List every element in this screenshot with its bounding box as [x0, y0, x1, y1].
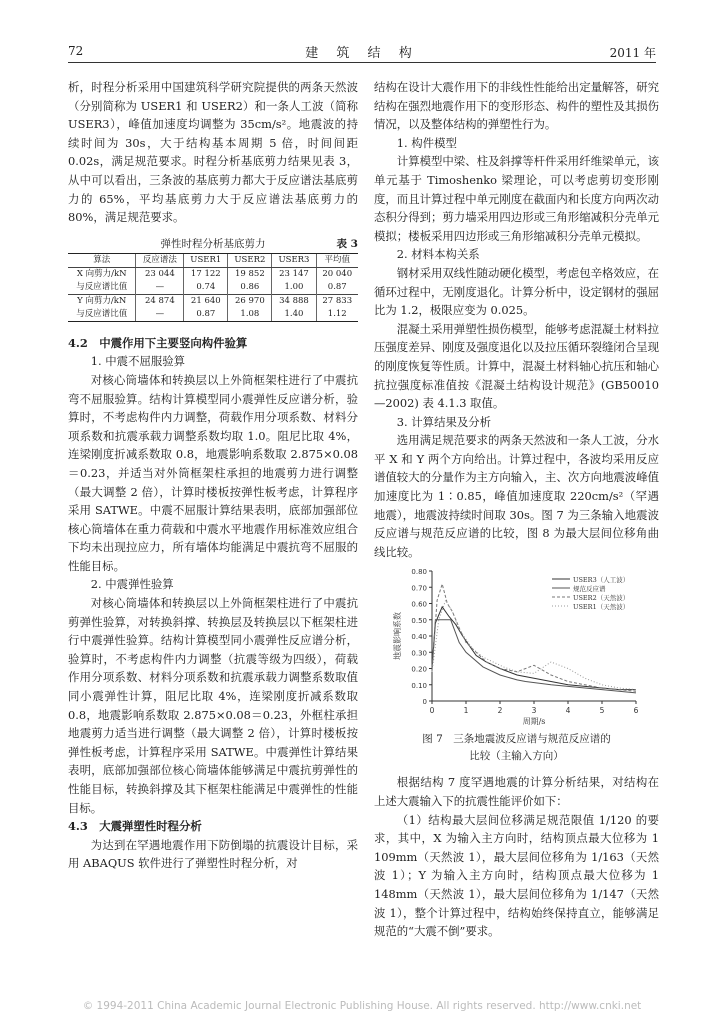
subsection-heading: 1. 中震不屈服验算 — [90, 354, 186, 369]
y-tick-label: 0.40 — [411, 633, 427, 642]
table-cell: 23 147 — [272, 267, 316, 281]
table-cell: 24 874 — [136, 294, 184, 308]
paragraph: 对核心筒墙体和转换层以上外筒框架柱进行了中震抗弯不屈服验算。结构计算模型同小震弹性反应谱分析，验算时，不考虑构件内力调整，荷载作用分项系数、材料分项系数和抗震承载力调整系数均取 1.0。阻尼比取 4%，连梁刚度折减系数取 0.8，地震影响系数取 2.875×0.08＝0.23，并适当对外筒框架柱承担的地震剪力进行调整（最大调整 2 倍），计算时楼板按弹性板考虑，计算程序采用 SATWE。中震不屈服计算结果表明，底部加强部位核心筒墙体在重力荷载和中震水平地震作用标准效应组合下均未出现拉应力，所有墙体均能满足中震抗弯不屈服的性能目标。 — [68, 372, 358, 573]
x-tick-label: 4 — [565, 706, 571, 716]
table-row — [68, 294, 358, 308]
table-header-cell: USER3 — [272, 253, 316, 267]
x-tick-label: 6 — [633, 706, 639, 716]
table-cell: 17 122 — [184, 267, 228, 281]
table-cell: 23 044 — [136, 267, 184, 281]
table-number: 表 3 — [336, 237, 358, 250]
section-heading: 4.3 大震弹塑性时程分析 — [68, 819, 202, 834]
table-cell: 27 833 — [316, 294, 358, 308]
paragraph: 钢材采用双线性随动硬化模型，考虑包辛格效应，在循环过程中，无刚度退化。计算分析中，设定钢材的强屈比为 1.2，极限应变为 0.025。 — [374, 265, 659, 318]
table-row — [68, 308, 358, 322]
paragraph: 计算模型中梁、柱及斜撑等杆件采用纤维梁单元，该单元基于 Timoshenko 梁理论，可以考虑剪切变形刚度，而且计算过程中单元刚度在截面内和长度方向两次动态积分得到；剪力墙采用四边形或三角形缩减积分壳单元模拟；楼板采用四边形或三角形缩减积分壳单元模拟。 — [374, 154, 659, 243]
base-shear-table — [68, 253, 358, 322]
figure-caption — [374, 731, 659, 765]
table-cell: 0.86 — [228, 281, 272, 295]
journal-title: 建 筑 结 构 — [305, 46, 419, 61]
paragraph: 选用满足规范要求的两条天然波和一条人工波，分水平 X 和 Y 两个方向给出。计算过程中，各波均采用反应谱值较大的分量作为主方向输入，主、次方向地震波峰值加速度比为 1∶0.85，峰值加速度取 220cm/s²（罕遇地震），地震波持续时间取 30s。图 7 为三条输入地震波反应谱与规范反应谱的比较，图 8 为最大层间位移角曲线比较。 — [374, 433, 659, 559]
table-row — [68, 281, 358, 295]
table-header-cell: 反应谱法 — [136, 253, 184, 267]
page-header — [68, 40, 656, 63]
table-cell: 与反应谱比值 — [68, 308, 136, 322]
y-tick-label: 0.10 — [411, 682, 427, 691]
response-spectrum-chart — [374, 565, 659, 725]
left-column — [68, 78, 358, 873]
x-tick-label: 1 — [463, 706, 469, 716]
table-cell: 20 040 — [316, 267, 358, 281]
legend-label: USER1（天然波） — [573, 603, 630, 612]
y-tick-label: 0.70 — [411, 584, 427, 593]
table-title: 弹性时程分析基底剪力 — [160, 237, 266, 250]
x-tick-label: 5 — [599, 706, 605, 716]
copyright-footer: © 1994-2011 China Academic Journal Electronic Publishing House. All rights reserved. http://www.cnki.net — [82, 1000, 642, 1012]
series-line — [432, 620, 636, 693]
right-column — [374, 78, 659, 941]
table-cell: 0.87 — [184, 308, 228, 322]
subsection-heading: 2. 材料本构关系 — [396, 247, 480, 262]
y-tick-label: 0.20 — [411, 665, 427, 674]
x-tick-label: 0 — [429, 706, 435, 716]
table-cell: — — [136, 308, 184, 322]
legend-label: USER3（人工波） — [573, 576, 630, 585]
table-cell: 1.00 — [272, 281, 316, 295]
paragraph: 为达到在罕遇地震作用下防倒塌的抗震设计目标，采用 ABAQUS 软件进行了弹塑性时程分析，对 — [68, 837, 358, 871]
figure-caption-line: 图 7 三条地震波反应谱与规范反应谱的 — [422, 733, 611, 746]
table-header-cell: USER2 — [228, 253, 272, 267]
table-cell: — — [136, 281, 184, 295]
table-cell: 0.74 — [184, 281, 228, 295]
table-caption — [68, 235, 358, 253]
paragraph: 对核心筒墙体和转换层以上外筒框架柱进行了中震抗剪弹性验算，对转换斜撑、转换层及转换层以下框架柱进行中震弹性验算。结构计算模型同小震弹性反应谱分析，验算时，不考虑构件内力调整（抗震等级为四级），荷载作用分项系数、材料分项系数和抗震承载力调整系数取值同小震弹性计算，阻尼比取 4%，连梁刚度折减系数取 0.8，地震影响系数取 2.875×0.08＝0.23，外框柱承担地震剪力适当进行调整（最大调整 2 倍），计算时楼板按弹性板考虑，计算程序采用 SATWE。中震弹性计算结果表明，底部加强部位核心筒墙体能够满足中震抗剪弹性的性能目标，转换斜撑及其下框架柱能满足中震弹性的性能目标。 — [68, 596, 358, 815]
y-tick-label: 0.30 — [411, 649, 427, 658]
table-row — [68, 267, 358, 281]
paragraph: 根据结构 7 度罕遇地震的计算分析结果，对结构在上述大震输入下的抗震性能评价如下： — [374, 775, 659, 809]
paragraph: 混凝土采用弹塑性损伤模型，能够考虑混凝土材料拉压强度差异、刚度及强度退化以及拉压循环裂缝闭合呈现的刚度恢复等性质。计算中，混凝土材料轴心抗压和轴心抗拉强度标准值按《混凝土结构设计规范》(GB50010—2002) 表 4.1.3 取值。 — [374, 321, 659, 411]
x-tick-label: 2 — [497, 706, 503, 716]
table-header-cell: 平均值 — [316, 253, 358, 267]
table-header-cell: USER1 — [184, 253, 228, 267]
figure-7-chart — [374, 565, 659, 725]
y-tick-label: 0 — [422, 698, 427, 707]
subsection-heading: 1. 构件模型 — [396, 135, 457, 150]
y-axis-label: 地震影响系数 — [393, 612, 402, 661]
table-cell: X 向剪力/kN — [76, 268, 127, 279]
legend-label: USER2（天然波） — [573, 594, 630, 603]
table-cell: 34 888 — [272, 294, 316, 308]
y-tick-label: 0.60 — [411, 600, 427, 609]
table-cell: 26 970 — [228, 294, 272, 308]
table-cell: 1.40 — [272, 308, 316, 322]
x-axis-label: 周期/s — [522, 717, 546, 726]
table-cell: 19 852 — [228, 267, 272, 281]
table-header-row — [68, 253, 358, 267]
paragraph: 结构在设计大震作用下的非线性性能给出定量解答，研究结构在强烈地震作用下的变形形态、构件的塑性及其损伤情况，以及整体结构的弹塑性行为。 — [374, 80, 659, 132]
section-heading: 4.2 中震作用下主要竖向构件验算 — [68, 335, 248, 350]
y-tick-label: 0.80 — [411, 568, 427, 577]
table-cell: 0.87 — [316, 281, 358, 295]
y-tick-label: 0.50 — [411, 617, 427, 626]
subsection-heading: 2. 中震弹性验算 — [90, 577, 174, 592]
table-cell: Y 向剪力/kN — [68, 294, 136, 308]
x-tick-label: 3 — [531, 706, 537, 716]
subsection-heading: 3. 计算结果及分析 — [396, 414, 492, 429]
series-line — [432, 601, 636, 690]
table-cell: 21 640 — [184, 294, 228, 308]
table-cell: 1.12 — [316, 308, 358, 322]
legend-label: 规范反应谱 — [573, 585, 606, 594]
paragraph: （1）结构最大层间位移满足规范限值 1/120 的要求，其中，X 为输入主方向时，结构顶点最大位移为 1 109mm（天然波 1），最大层间位移角为 1/163（天然波 1）；Y 为输入主方向时，结构顶点最大位移为 1 148mm（天然波 1），最大层间位移角为 1/147（天然波 1），整个计算过程中，结构始终保持直立，能够满足规范的“大震不倒”要求。 — [374, 812, 659, 939]
table-cell: 与反应谱比值 — [76, 281, 128, 292]
issue-year: 2011 年 — [609, 46, 656, 60]
figure-caption-line: 比较（主输入方向） — [469, 750, 564, 763]
paragraph: 析，时程分析采用中国建筑科学研究院提供的两条天然波（分别简称为 USER1 和 USER2）和一条人工波（简称 USER3），峰值加速度均调整为 35cm/s²。地震波的持续时间为 30s，大于结构基本周期 5 倍，时间间距 0.02s，满足规范要求。时程分析基底剪力结果见表 3，从中可以看出，三条波的基底剪力都大于反应谱法基底剪力的 65%，平均基底剪力大于反应谱法基底剪力的 80%，满足规范要求。 — [68, 80, 358, 225]
table-cell: 1.08 — [228, 308, 272, 322]
page-number: 72 — [68, 44, 84, 58]
table-header-cell: 算法 — [68, 253, 136, 267]
